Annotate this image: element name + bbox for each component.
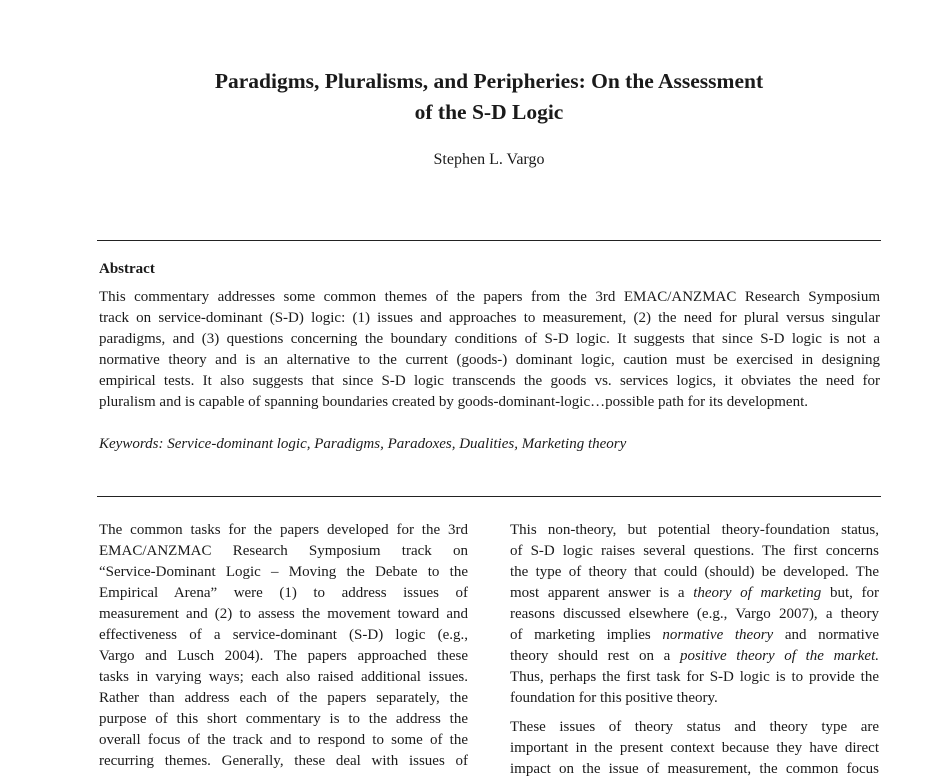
body-line: Empirical Arena” were (1) to address issues of: [99, 585, 468, 601]
emphasis: theory of marketing: [693, 585, 822, 601]
body-line: recurring themes. Generally, these deal with issues of: [99, 753, 468, 769]
abstract-heading: Abstract: [99, 261, 155, 277]
emphasis: positive theory of the market.: [679, 648, 879, 664]
body-line: [510, 583, 879, 604]
text-run: of marketing implies: [510, 627, 663, 643]
abstract-line: empirical tests. It also suggests that since S-D logic transcends the goods vs. services logics, it obviates the need for: [99, 373, 880, 389]
body-line: purpose of this short commentary is to the address the: [99, 711, 468, 727]
paragraph-gap: [510, 709, 879, 717]
body-right-column: [510, 520, 879, 780]
text-run: theory should rest on a: [510, 648, 680, 664]
body-line: “Service-Dominant Logic – Moving the Debate to the: [99, 564, 468, 580]
body-line: This non-theory, but potential theory-foundation status,: [510, 522, 879, 538]
author-name: Stephen L. Vargo: [433, 151, 545, 168]
body-line: Thus, perhaps the first task for S-D logic is to provide the: [510, 669, 879, 685]
paper-title: [0, 66, 936, 128]
body-line: The common tasks for the papers developed for the 3rd: [99, 522, 468, 538]
keywords: Keywords: Service-dominant logic, Paradigms, Paradoxes, Dualities, Marketing theory: [99, 436, 627, 452]
body-line: foundation for this positive theory.: [510, 690, 718, 706]
body-line: Vargo and Lusch 2004). The papers approached these: [99, 648, 468, 664]
text-run: most apparent answer is a: [510, 585, 694, 601]
body-line: [510, 625, 879, 646]
abstract-text: [99, 287, 880, 413]
bottom-divider: [97, 496, 881, 497]
text-run: and normative: [773, 627, 879, 643]
body-line: effectiveness of a service-dominant (S-D) logic (e.g.,: [99, 627, 468, 643]
top-divider: [97, 240, 881, 241]
emphasis: normative theory: [662, 627, 774, 643]
body-line: the type of theory that could (should) be developed. The: [510, 564, 879, 580]
title-line-2: of the S-D Logic: [414, 100, 564, 124]
body-line: reasons discussed elsewhere (e.g., Vargo 2007), a theory: [510, 606, 879, 622]
body-line: of S-D logic raises several questions. The first concerns: [510, 543, 879, 559]
abstract-line: track on service-dominant (S-D) logic: (1) issues and approaches to measurement, (2) the need for plural versus singular: [99, 310, 880, 326]
title-line-1: Paradigms, Pluralisms, and Peripheries: On the Assessment: [214, 69, 764, 93]
body-line: [510, 646, 879, 667]
body-line: overall focus of the track and to respond to some of the: [99, 732, 468, 748]
abstract-line: pluralism and is capable of spanning boundaries created by goods-dominant-logic…possible path for its development.: [99, 394, 808, 410]
body-line: EMAC/ANZMAC Research Symposium track on: [99, 543, 468, 559]
text-run: but, for: [821, 585, 879, 601]
abstract-line: This commentary addresses some common themes of the papers from the 3rd EMAC/ANZMAC Research Symposium: [99, 289, 880, 305]
body-line: impact on the issue of measurement, the common focus: [510, 761, 879, 777]
body-line: tasks in varying ways; each also raised additional issues.: [99, 669, 468, 685]
abstract-line: normative theory and is an alternative to the current (goods-) dominant logic, caution must be exercised in designing: [99, 352, 880, 368]
body-line: These issues of theory status and theory type are: [510, 719, 879, 735]
body-left-column: [99, 520, 468, 772]
abstract-line: paradigms, and (3) questions concerning the boundary conditions of S-D logic. It suggests that since S-D logic is not a: [99, 331, 880, 347]
body-line: measurement and (2) to assess the movement toward and: [99, 606, 468, 622]
body-line: important in the present context because they have direct: [510, 740, 879, 756]
body-line: Rather than address each of the papers separately, the: [99, 690, 468, 706]
